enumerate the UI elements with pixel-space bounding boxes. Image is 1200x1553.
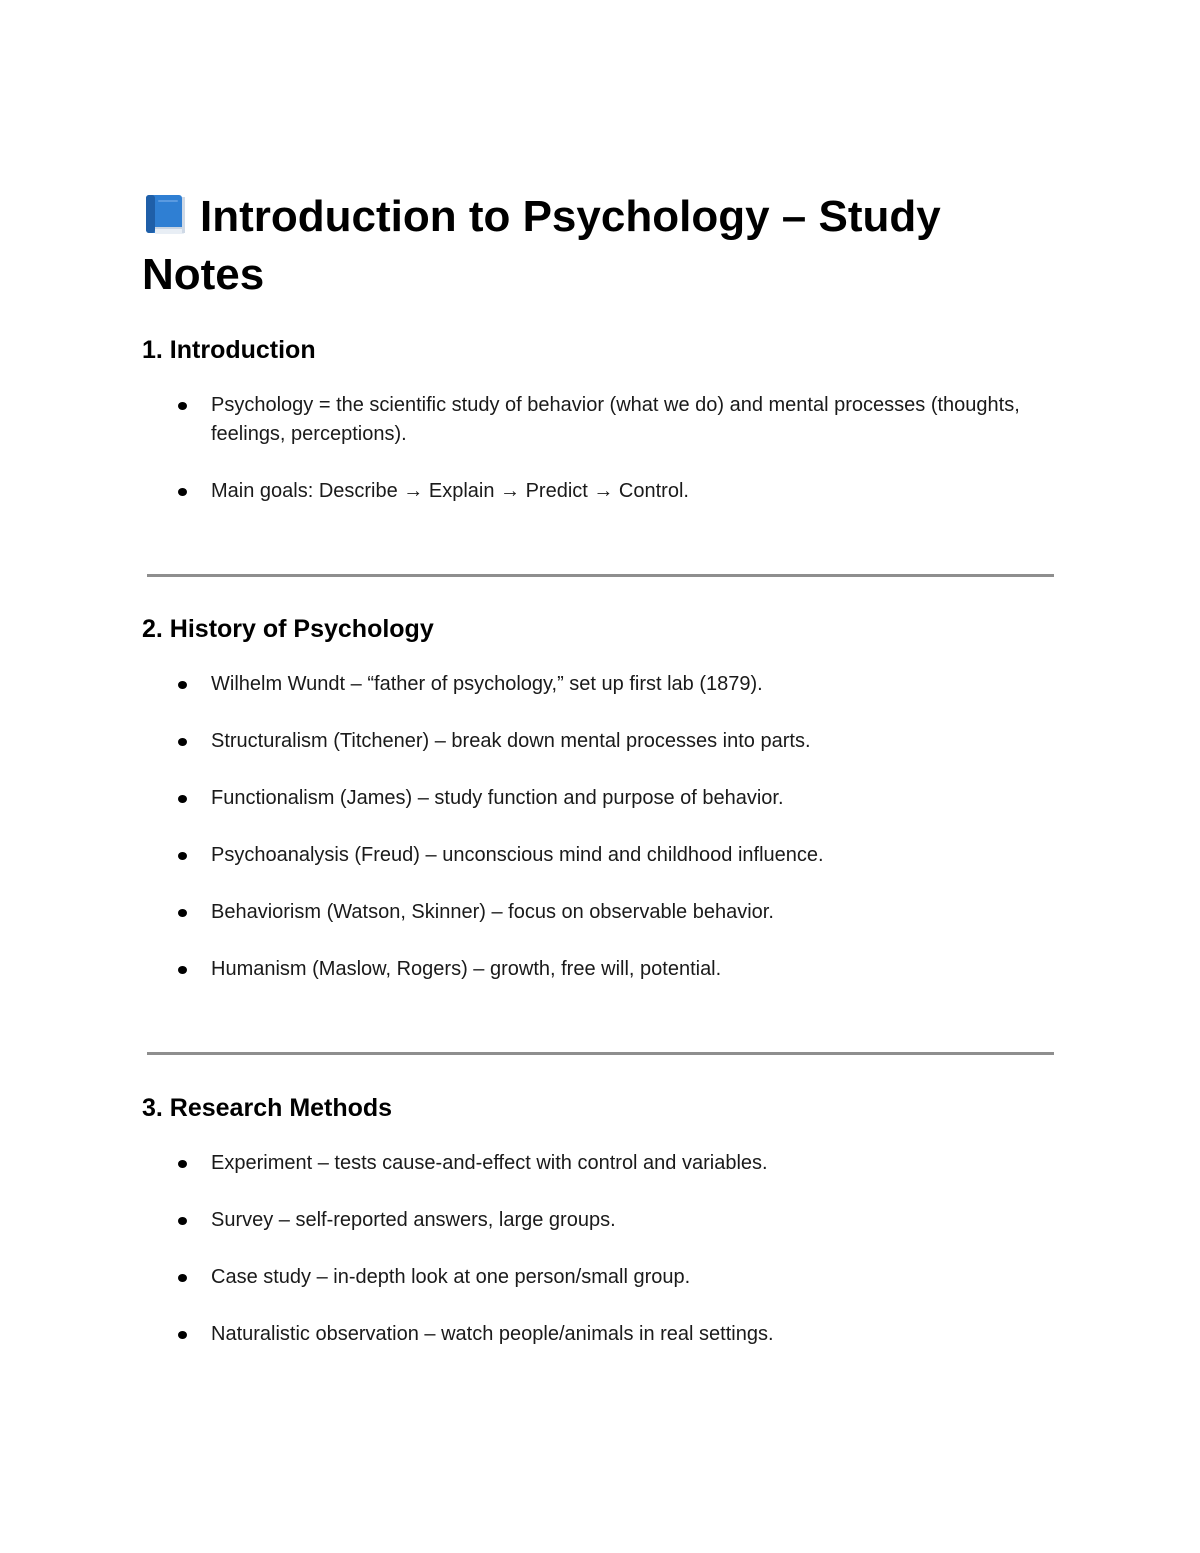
list-item-text: Case study – in-depth look at one person/small group. xyxy=(211,1266,691,1288)
section-divider xyxy=(147,1052,1054,1055)
list-item xyxy=(142,670,1042,699)
list-item-text: Wilhelm Wundt – “father of psychology,” set up first lab (1879). xyxy=(211,673,763,695)
list-item xyxy=(142,727,1042,756)
list-item xyxy=(142,1149,1042,1178)
introduction-list xyxy=(142,391,1042,534)
list-item xyxy=(142,391,1042,449)
list-item-text: Experiment – tests cause-and-effect with control and variables. xyxy=(211,1152,768,1174)
bullet-icon xyxy=(178,852,187,860)
history-list xyxy=(142,670,1042,1012)
list-item xyxy=(142,1263,1042,1292)
section-heading-history: 2. History of Psychology xyxy=(142,615,434,643)
list-item xyxy=(142,784,1042,813)
bullet-icon xyxy=(178,1331,187,1339)
bullet-icon xyxy=(178,1274,187,1282)
bullet-icon xyxy=(178,795,187,803)
list-item-text: Survey – self-reported answers, large groups. xyxy=(211,1209,616,1231)
bullet-icon xyxy=(178,966,187,974)
blue-book-icon xyxy=(142,193,188,237)
bullet-icon xyxy=(178,681,187,689)
section-heading-research-methods: 3. Research Methods xyxy=(142,1094,393,1122)
list-item xyxy=(142,1206,1042,1235)
bullet-icon xyxy=(178,1217,187,1225)
list-item xyxy=(142,898,1042,927)
bullet-icon xyxy=(178,1160,187,1168)
bullet-icon xyxy=(178,488,187,496)
list-item-text: Structuralism (Titchener) – break down mental processes into parts. xyxy=(211,730,811,752)
list-item-text: Naturalistic observation – watch people/animals in real settings. xyxy=(211,1323,774,1345)
bullet-icon xyxy=(178,738,187,746)
list-item-text: Psychology = the scientific study of behavior (what we do) and mental processes (thoughts, feelings, perceptions). xyxy=(211,394,1020,445)
list-item xyxy=(142,477,1042,506)
document-title-text: Introduction to Psychology – Study Notes xyxy=(142,192,941,299)
list-item xyxy=(142,841,1042,870)
research-methods-list xyxy=(142,1149,1042,1377)
section-heading-introduction: 1. Introduction xyxy=(142,336,316,364)
list-item-text: Psychoanalysis (Freud) – unconscious mind and childhood influence. xyxy=(211,844,824,866)
document-title xyxy=(142,188,1042,304)
list-item-text: Behaviorism (Watson, Skinner) – focus on observable behavior. xyxy=(211,901,774,923)
bullet-icon xyxy=(178,402,187,410)
list-item-text: Humanism (Maslow, Rogers) – growth, free will, potential. xyxy=(211,958,722,980)
list-item xyxy=(142,1320,1042,1349)
list-item-text: Functionalism (James) – study function and purpose of behavior. xyxy=(211,787,784,809)
bullet-icon xyxy=(178,909,187,917)
list-item xyxy=(142,955,1042,984)
list-item-text: Main goals: Describe → Explain → Predict → Control. xyxy=(211,480,689,502)
section-divider xyxy=(147,574,1054,577)
